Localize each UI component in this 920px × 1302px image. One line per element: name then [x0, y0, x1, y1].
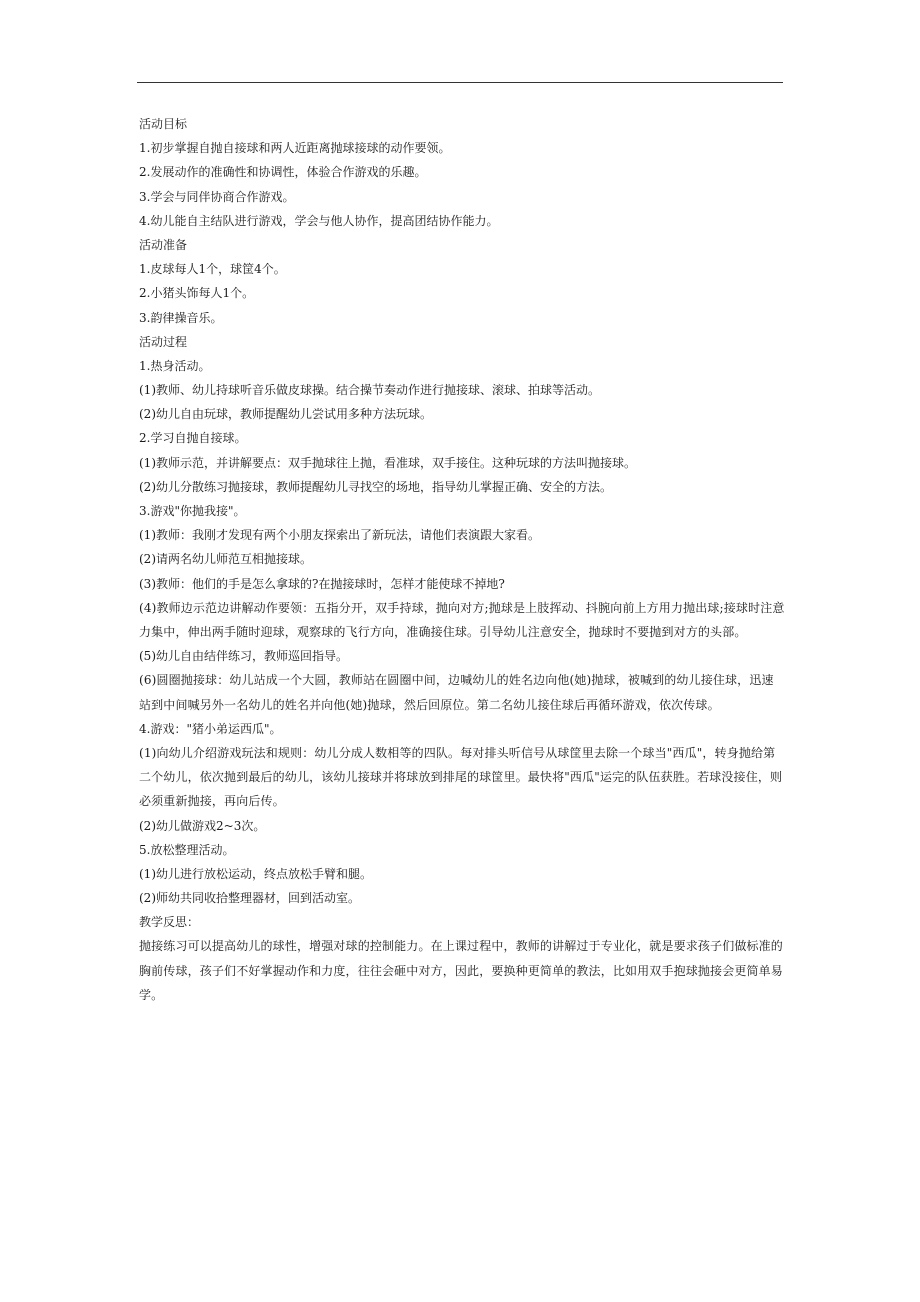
process-step: (6)圆圈抛接球：幼儿站成一个大圆，教师站在圆圈中间，边喊幼儿的姓名边向他(她)抛球，被喊到的幼儿接住球，迅速站到中间喊另外一名幼儿的姓名并向他(她)抛球，然后回原位。第二名幼儿接住球后再循环游戏，依次传球。	[139, 673, 774, 712]
process-step: (2)幼儿自由玩球，教师提醒幼儿尝试用多种方法玩球。	[139, 407, 433, 422]
process-step: (4)教师边示范边讲解动作要领：五指分开，双手持球，抛向对方;抛球是上肢挥动、抖腕向前上方用力抛出球;接球时注意力集中，伸出两手随时迎球，观察球的飞行方向，准确接住球。引导幼儿注意安全，抛球时不要抛到对方的头部。	[139, 600, 785, 639]
goal-item: 1.初步掌握自抛自接球和两人近距离抛球接球的动作要领。	[139, 141, 451, 156]
process-step: (1)教师示范，并讲解要点：双手抛球往上抛，看准球，双手接住。这种玩球的方法叫抛接球。	[139, 455, 637, 470]
reflection-text: 抛接练习可以提高幼儿的球性，增强对球的控制能力。在上课过程中，教师的讲解过于专业化，就是要求孩子们做标准的胸前传球，孩子们不好掌握动作和力度，往往会砸中对方，因此，要换种更简单的教法，比如用双手抱球抛接会更简单易学。	[139, 939, 783, 1002]
goal-item: 3.学会与同伴协商合作游戏。	[139, 189, 295, 204]
document-body	[139, 112, 785, 1007]
process-step: (2)幼儿分散练习抛接球，教师提醒幼儿寻找空的场地，指导幼儿掌握正确、安全的方法。	[139, 479, 613, 494]
prep-item: 3.韵律操音乐。	[139, 310, 223, 325]
process-step: (1)向幼儿介绍游戏玩法和规则：幼儿分成人数相等的四队。每对排头听信号从球筐里去除一个球当"西瓜"，转身抛给第二个幼儿，依次抛到最后的幼儿，该幼儿接球并将球放到排尾的球筐里。最快将"西瓜"运完的队伍获胜。若球没接住，则必须重新抛接，再向后传。	[139, 745, 783, 809]
process-step: (3)教师：他们的手是怎么拿球的?在抛接球时，怎样才能使球不掉地?	[139, 576, 505, 591]
process-step: (5)幼儿自由结伴练习，教师巡回指导。	[139, 649, 348, 664]
prep-item: 2.小猪头饰每人1个。	[139, 286, 255, 301]
process-step: 4.游戏："猪小弟运西瓜"。	[139, 721, 282, 736]
prep-heading: 活动准备	[139, 237, 188, 252]
process-step: (1)教师：我刚才发现有两个小朋友探索出了新玩法，请他们表演跟大家看。	[139, 528, 541, 543]
process-step: 5.放松整理活动。	[139, 842, 235, 857]
process-step: (2)幼儿做游戏2~3次。	[139, 818, 266, 833]
goal-item: 4.幼儿能自主结队进行游戏，学会与他人协作，提高团结协作能力。	[139, 213, 499, 228]
process-step: (1)教师、幼儿持球听音乐做皮球操。结合操节奏动作进行抛接球、滚球、拍球等活动。	[139, 383, 601, 398]
goal-heading: 活动目标	[139, 117, 188, 131]
process-step: 2.学习自抛自接球。	[139, 431, 247, 446]
reflection-heading: 教学反思：	[139, 915, 200, 930]
header-rule	[137, 82, 783, 83]
process-step: (2)请两名幼儿师范互相抛接球。	[139, 552, 312, 567]
process-step: (1)幼儿进行放松运动，终点放松手臂和腿。	[139, 866, 372, 881]
process-step: 3.游戏"你抛我接"。	[139, 504, 246, 518]
goal-item: 2.发展动作的准确性和协调性，体验合作游戏的乐趣。	[139, 165, 427, 180]
prep-item: 1.皮球每人1个，球筐4个。	[139, 262, 286, 277]
process-step: (2)师幼共同收拾整理器材，回到活动室。	[139, 891, 360, 906]
process-step: 1.热身活动。	[139, 358, 211, 373]
process-heading: 活动过程	[139, 334, 188, 349]
